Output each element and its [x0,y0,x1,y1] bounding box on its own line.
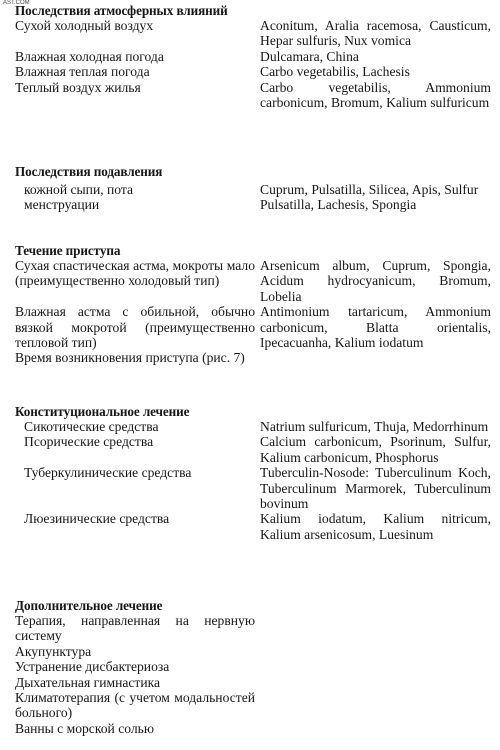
condition-label: Люезинические средства [24,511,170,527]
table-row [15,64,485,79]
table-row [15,419,489,434]
table-row [15,182,485,197]
corner-watermark: AST.COM [3,0,30,6]
section-constitutional [15,404,491,542]
list-item: Дыхательная гимнастика [15,674,161,690]
condition-label: кожной сыпи, пота [24,182,134,197]
list-item: Акупунктура [15,643,92,659]
remedy-list: Dulcamara, China [260,48,359,64]
remedy-list: Natrium sulfuricum, Thuja, Medorrhinum [260,419,489,434]
condition-label: Туберкулинические средства [24,465,192,481]
section-heading: Последствия подавления [15,164,163,179]
condition-label: Время возникновения приступа (рис. 7) [15,350,245,366]
remedy-list: Kalium iodatum, Kalium nitricum, Kalium arsenicosum, Luesinum [260,511,491,542]
table-row [15,197,485,212]
table-row [15,49,485,64]
condition-label: Влажная астма с обильной, обычно вязкой мокротой (преимущественно тепловой тип) [15,304,255,351]
condition-label: Влажная теплая погода [15,64,150,80]
section-heading: Последствия атмосферных влияний [15,3,228,18]
list-item: Устранение дисбактериоза [15,659,170,675]
section-heading: Конституциональное лечение [15,404,190,419]
table-row [15,304,491,351]
remedy-list: Aconitum, Aralia racemosa, Causticum, Hepar sulfuris, Nux vomica [260,18,491,49]
condition-label: менструации [24,197,100,213]
table-row [15,18,491,49]
section-heading: Течение приступа [15,243,121,258]
section-heading: Дополнительное лечение [15,598,163,613]
list-item: Климатотерапия (с учетом модальностей больного) [15,690,255,721]
table-row [15,434,491,465]
remedy-list: Tuberculin-Nosode: Tuberculinum Koch, Tuberculinum Marmorek, Tuberculinum bovinum [260,465,491,512]
section-atmospheric [15,3,491,111]
remedy-list: Pulsatilla, Lachesis, Spongia [260,197,417,213]
list-item: Терапия, направленная на нервную систему [15,613,255,644]
table-row [15,350,485,365]
remedy-list: Carbo vegetabilis, Lachesis [260,64,410,80]
remedy-list: Arsenicum album, Cuprum, Spongia, Acidum hydrocyanicum, Bromum, Lobelia [260,258,491,304]
table-row [15,79,491,111]
table-row [15,511,491,542]
condition-label: Псорические средства [24,434,154,450]
section-additional [15,598,485,736]
condition-label: Влажная холодная погода [15,48,164,64]
list-item: Ванны с морской солью [15,720,155,736]
table-row [15,465,491,512]
remedy-list: Carbo vegetabilis, Ammonium carbonicum, Bromum, Kalium sulfuricum [260,79,491,111]
remedy-list: Cuprum, Pulsatilla, Silicea, Apis, Sulfur [260,182,479,197]
condition-label: Сухая спастическая астма, мокроты мало (преимущественно холодовый тип) [15,258,255,289]
condition-label: Сухой холодный воздух [15,18,154,33]
table-row [15,258,491,304]
condition-label: Теплый воздух жилья [15,79,141,95]
remedy-list: Antimonium tartaricum, Ammonium carbonicum, Blatta orientalis, Ipecacuanha, Kalium iodatum [260,304,491,351]
section-course [15,243,491,366]
remedy-list: Calcium carbonicum, Psorinum, Sulfur, Kalium carbonicum, Phosphorus [260,434,491,465]
section-suppression [15,164,485,213]
condition-label: Сикотические средства [24,419,159,434]
